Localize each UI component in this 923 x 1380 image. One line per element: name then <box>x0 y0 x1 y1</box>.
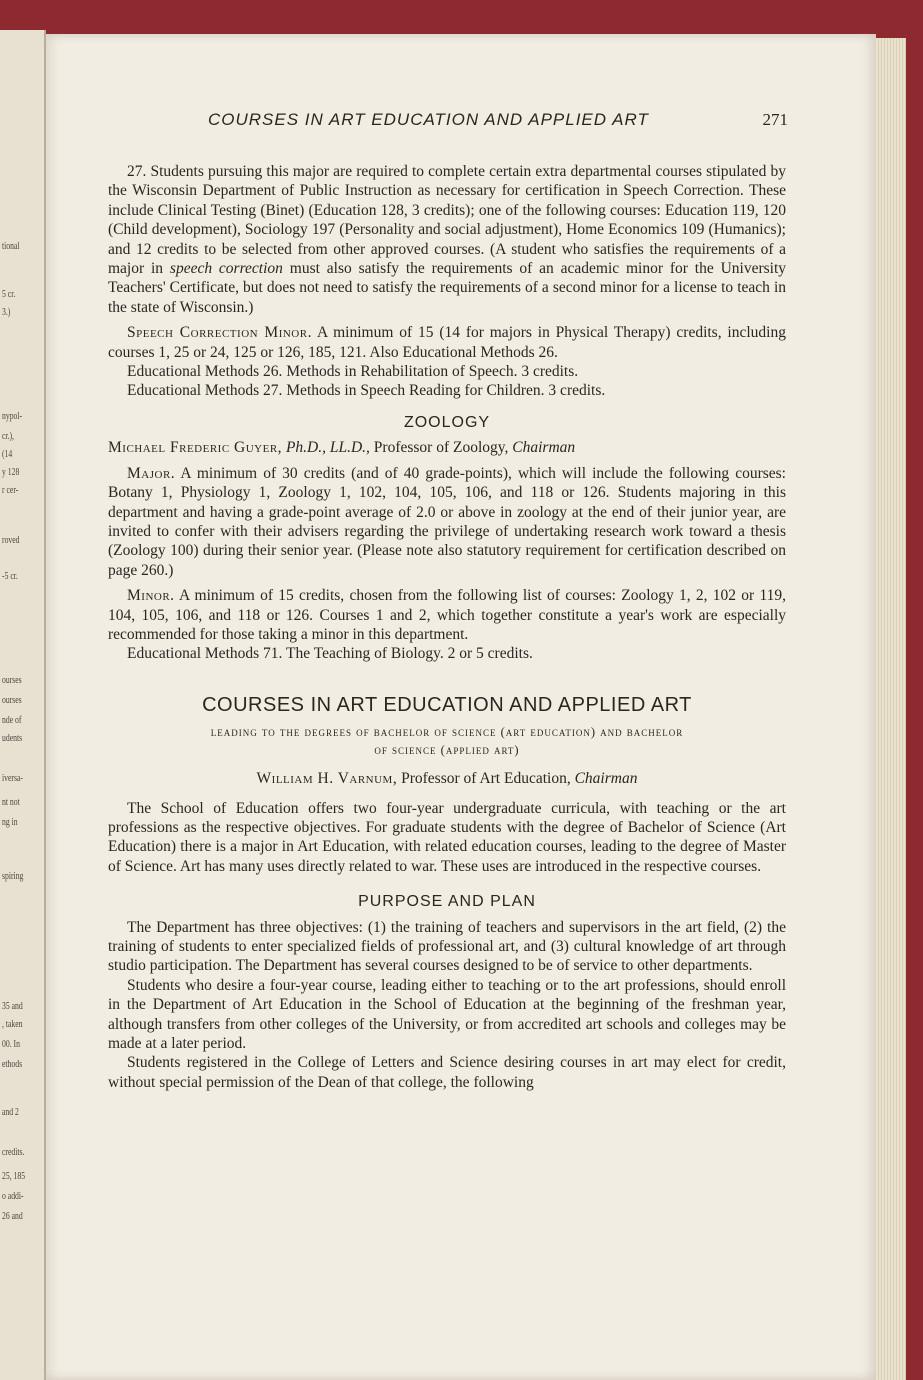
left-fragment: r cer- <box>2 484 19 496</box>
speech-minor-text: A minimum of 15 (14 for majors in Physical Therapy) credits, including courses 1, 25 or 24, 125 or 126, 185, 121. Also Educational Methods 26. <box>108 324 786 361</box>
art-intro-paragraph: The School of Education offers two four-year undergraduate curricula, with teaching or the art professions as the respective objectives. For graduate students with the degree of Bachelor of Science (Art Education) there is a major in Art Education, with related education courses, leading to the degree of Master of Science. Art has many uses directly related to war. These uses are introduced in the respective courses. <box>108 799 786 875</box>
left-fragment: 26 and <box>2 1210 23 1222</box>
purpose-paragraph-3: Students registered in the College of Letters and Science desiring courses in art may elect for credit, without special permission of the Dean of that college, the following <box>108 1054 786 1091</box>
left-fragment: ourses <box>2 694 22 706</box>
left-fragment: 3.) <box>2 306 11 318</box>
zoology-chair-name: Michael Frederic Guyer, <box>108 439 283 457</box>
art-chair-name: William H. Varnum, <box>256 770 398 788</box>
left-fragment: 25, 185 <box>2 1170 26 1182</box>
left-fragment: o addi- <box>2 1190 24 1202</box>
footnote-27-tail: must also satisfy the requirements of an academic minor for the University Teachers' Certificate, but does not need to satisfy the requirements of a second minor for a license to teach in the state of Wisconsin.) <box>108 260 786 316</box>
left-fragment: nt not <box>2 796 20 808</box>
left-fragment: 00. In <box>2 1038 20 1050</box>
left-fragment: (14 <box>2 448 13 460</box>
speech-minor-label: Speech Correction Minor. <box>127 324 312 342</box>
running-head-title: COURSES IN ART EDUCATION AND APPLIED ART <box>208 110 649 129</box>
left-fragment: nde of <box>2 714 22 726</box>
zoology-minor-label: Minor. <box>127 587 175 605</box>
page-stack-edge <box>876 38 906 1380</box>
zoology-minor-paragraph <box>108 586 786 644</box>
art-subheading-2: of science (applied art) <box>374 743 520 758</box>
left-page-edge <box>0 30 46 1380</box>
page-number: 271 <box>762 110 788 129</box>
left-fragment: ng in <box>2 816 18 828</box>
left-fragment: spiring <box>2 870 24 882</box>
zoology-chair-degrees: Ph.D., LL.D., <box>285 439 370 457</box>
left-fragment: ethods <box>2 1058 23 1070</box>
purpose-paragraph-1: The Department has three objectives: (1) the training of teachers and supervisors in the art field, (2) the training of students to enter specialized fields of professional art, and (3) cultural knowledge of art through studio participation. The Department has several courses designed to be of service to other departments. <box>108 918 786 975</box>
left-fragment: 35 and <box>2 1000 23 1012</box>
left-fragment: cr.), <box>2 430 14 442</box>
left-fragment: and 2 <box>2 1106 19 1118</box>
left-fragment: y 128 <box>2 466 20 478</box>
footnote-27-text: 27. Students pursuing this major are required to complete certain extra departmental courses stipulated by the Wisconsin Department of Public Instruction as necessary for certification in Speech Correction. These include Clinical Testing (Binet) (Education 128, 3 credits); one of the following courses: Education 119, 120 (Child development), Sociology 197 (Personality and social adjustment), Home Economics 109 (Humanics); and 12 credits to be selected from other approved courses. (A student who satisfies the requirements of a major in <box>108 163 786 278</box>
book-page <box>46 34 876 1380</box>
footnote-27 <box>108 162 786 317</box>
zoology-heading: ZOOLOGY <box>403 413 491 431</box>
left-fragment: iversa- <box>2 772 23 784</box>
left-fragment: -5 cr. <box>2 570 18 582</box>
art-subheading-1: leading to the degrees of bachelor of science (art education) and bachelor <box>210 725 684 740</box>
zoology-major-paragraph <box>108 464 786 580</box>
zoology-major-label: Major. <box>127 464 176 482</box>
left-fragment: udents <box>2 732 23 744</box>
left-fragment: tional <box>2 240 20 252</box>
zoology-chair-line <box>108 438 786 457</box>
purpose-paragraph-2: Students who desire a four-year course, leading either to teaching or to the art professions, should enroll in the Department of Art Education in the School of Education at the beginning of the freshman year, although transfers from other colleges of the University, or from accredited art schools and colleges may be made at a later period. <box>108 976 786 1053</box>
speech-minor-paragraph <box>108 323 786 362</box>
art-chair-line <box>108 769 786 788</box>
left-fragment: roved <box>2 534 20 546</box>
art-section-heading: COURSES IN ART EDUCATION AND APPLIED ART <box>202 693 692 716</box>
zoology-minor-text: A minimum of 15 credits, chosen from the following list of courses: Zoology 1, 2, 102 or 119, 104, 105, 106, and 118 or 126. Courses 1 and 2, which together constitute a year's work are especially recommended for those taking a minor in this department. <box>108 587 786 643</box>
left-fragment: nypol- <box>2 410 23 422</box>
page-body <box>108 162 786 1092</box>
purpose-heading: PURPOSE AND PLAN <box>358 893 536 911</box>
zoology-methods-line: Educational Methods 71. The Teaching of Biology. 2 or 5 credits. <box>127 645 533 663</box>
running-head <box>108 110 788 132</box>
zoology-chair-title: Professor of Zoology, <box>373 439 509 457</box>
footnote-27-emphasis: speech correction <box>169 260 283 278</box>
speech-methods-line-1: Educational Methods 26. Methods in Rehabilitation of Speech. 3 credits. <box>127 363 579 381</box>
speech-methods-line-2: Educational Methods 27. Methods in Speech Reading for Children. 3 credits. <box>127 382 606 400</box>
art-chair-role: Chairman <box>574 770 638 788</box>
left-fragment: credits. <box>2 1146 25 1158</box>
left-fragment: ourses <box>2 674 22 686</box>
zoology-major-text: A minimum of 30 credits (and of 40 grade-points), which will include the following courses: Botany 1, Physiology 1, Zoology 1, 102, 104, 105, 106, and 118 or 126. Students majoring in this department and having a grade-point average of 2.0 or above in zoology at the end of their junior year, are invited to confer with their advisers regarding the privilege of undertaking research work toward a thesis (Zoology 100) during their senior year. (Please note also statutory requirement for certification described on page 260.) <box>108 464 786 579</box>
art-chair-title: Professor of Art Education, <box>401 770 571 788</box>
left-fragment: , taken <box>2 1018 23 1030</box>
zoology-chair-role: Chairman <box>512 439 576 457</box>
left-fragment: 5 cr. <box>2 288 16 300</box>
